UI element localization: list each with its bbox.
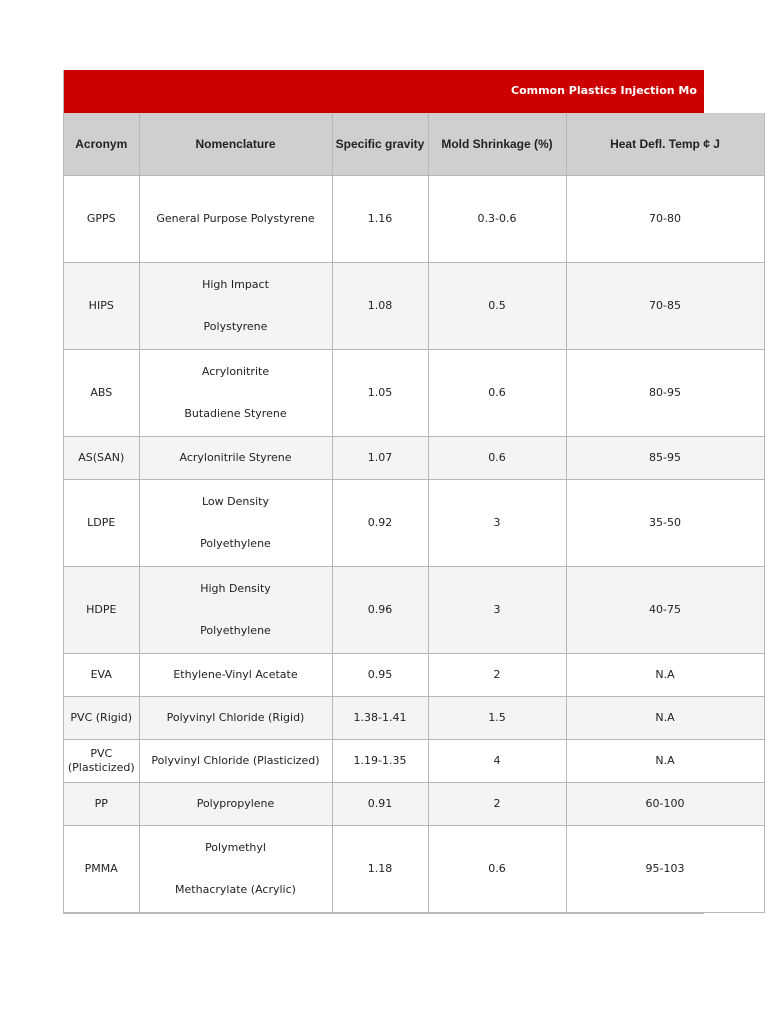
header-acronym: Acronym (64, 113, 139, 176)
cell-heat-defl-temp: 60-100 (566, 783, 764, 826)
cell-mold-shrinkage: 3 (428, 567, 566, 654)
cell-nomenclature: Polypropylene (139, 783, 332, 826)
cell-nomenclature (139, 350, 332, 437)
cell-specific-gravity: 1.38-1.41 (332, 697, 428, 740)
cell-mold-shrinkage: 0.6 (428, 437, 566, 480)
cell-acronym: PVC (Plasticized) (64, 740, 139, 783)
cell-acronym: PP (64, 783, 139, 826)
cell-heat-defl-temp: N.A (566, 740, 764, 783)
plastics-table-sheet (63, 70, 720, 914)
cell-nomenclature: Ethylene-Vinyl Acetate (139, 654, 332, 697)
nomenclature-line-2: Methacrylate (Acrylic) (175, 883, 296, 896)
table-row (64, 480, 764, 567)
cell-mold-shrinkage: 0.6 (428, 350, 566, 437)
cell-heat-defl-temp: 70-85 (566, 263, 764, 350)
cell-mold-shrinkage: 1.5 (428, 697, 566, 740)
cell-acronym: AS(SAN) (64, 437, 139, 480)
table-row (64, 350, 764, 437)
cell-heat-defl-temp: 40-75 (566, 567, 764, 654)
cell-mold-shrinkage: 2 (428, 654, 566, 697)
cell-acronym: ABS (64, 350, 139, 437)
cell-acronym: PMMA (64, 826, 139, 913)
header-heat-defl-temp: Heat Defl. Temp ¢ J (566, 113, 764, 176)
header-specific-gravity: Specific gravity (332, 113, 428, 176)
cell-specific-gravity: 1.19-1.35 (332, 740, 428, 783)
header-nomenclature: Nomenclature (139, 113, 332, 176)
cell-acronym: EVA (64, 654, 139, 697)
cell-acronym: LDPE (64, 480, 139, 567)
cell-mold-shrinkage: 0.6 (428, 826, 566, 913)
cell-specific-gravity: 0.92 (332, 480, 428, 567)
header-mold-shrinkage: Mold Shrinkage (%) (428, 113, 566, 176)
cell-acronym: PVC (Rigid) (64, 697, 139, 740)
cell-mold-shrinkage: 3 (428, 480, 566, 567)
cell-nomenclature (139, 826, 332, 913)
table-row (64, 567, 764, 654)
cell-acronym: HDPE (64, 567, 139, 654)
table-row (64, 826, 764, 913)
nomenclature-line-2: Polyethylene (200, 624, 271, 637)
cell-mold-shrinkage: 4 (428, 740, 566, 783)
nomenclature-line-1: Low Density (202, 495, 269, 508)
cell-heat-defl-temp: N.A (566, 697, 764, 740)
cell-specific-gravity: 0.95 (332, 654, 428, 697)
header-row (64, 113, 764, 176)
cell-specific-gravity: 0.91 (332, 783, 428, 826)
cell-mold-shrinkage: 2 (428, 783, 566, 826)
cell-heat-defl-temp: 95-103 (566, 826, 764, 913)
cell-specific-gravity: 1.16 (332, 176, 428, 263)
cell-heat-defl-temp: 85-95 (566, 437, 764, 480)
table-row (64, 697, 764, 740)
cell-nomenclature: General Purpose Polystyrene (139, 176, 332, 263)
cell-mold-shrinkage: 0.5 (428, 263, 566, 350)
cell-nomenclature (139, 480, 332, 567)
nomenclature-line-1: High Impact (202, 278, 269, 291)
nomenclature-line-1: Polymethyl (205, 841, 266, 854)
cell-specific-gravity: 0.96 (332, 567, 428, 654)
nomenclature-line-2: Polystyrene (203, 320, 268, 333)
table-row (64, 263, 764, 350)
nomenclature-line-2: Butadiene Styrene (184, 407, 287, 420)
cell-acronym: GPPS (64, 176, 139, 263)
cell-specific-gravity: 1.08 (332, 263, 428, 350)
cell-nomenclature: Polyvinyl Chloride (Plasticized) (139, 740, 332, 783)
table-row (64, 783, 764, 826)
cell-nomenclature (139, 263, 332, 350)
cell-heat-defl-temp: 80-95 (566, 350, 764, 437)
cell-nomenclature: Acrylonitrile Styrene (139, 437, 332, 480)
table-row (64, 176, 764, 263)
cell-heat-defl-temp: 70-80 (566, 176, 764, 263)
table-row (64, 437, 764, 480)
cell-nomenclature (139, 567, 332, 654)
cell-nomenclature: Polyvinyl Chloride (Rigid) (139, 697, 332, 740)
cell-specific-gravity: 1.05 (332, 350, 428, 437)
cell-specific-gravity: 1.18 (332, 826, 428, 913)
nomenclature-line-1: High Density (200, 582, 271, 595)
table-title: Common Plastics Injection Mo (511, 84, 697, 97)
table-row (64, 740, 764, 783)
cell-heat-defl-temp: 35-50 (566, 480, 764, 567)
cell-mold-shrinkage: 0.3-0.6 (428, 176, 566, 263)
table-row (64, 654, 764, 697)
nomenclature-line-2: Polyethylene (200, 537, 271, 550)
cell-heat-defl-temp: N.A (566, 654, 764, 697)
plastics-table (64, 113, 765, 913)
cell-acronym: HIPS (64, 263, 139, 350)
nomenclature-line-1: Acrylonitrite (201, 365, 270, 378)
table-title-bar (64, 70, 704, 113)
cell-specific-gravity: 1.07 (332, 437, 428, 480)
